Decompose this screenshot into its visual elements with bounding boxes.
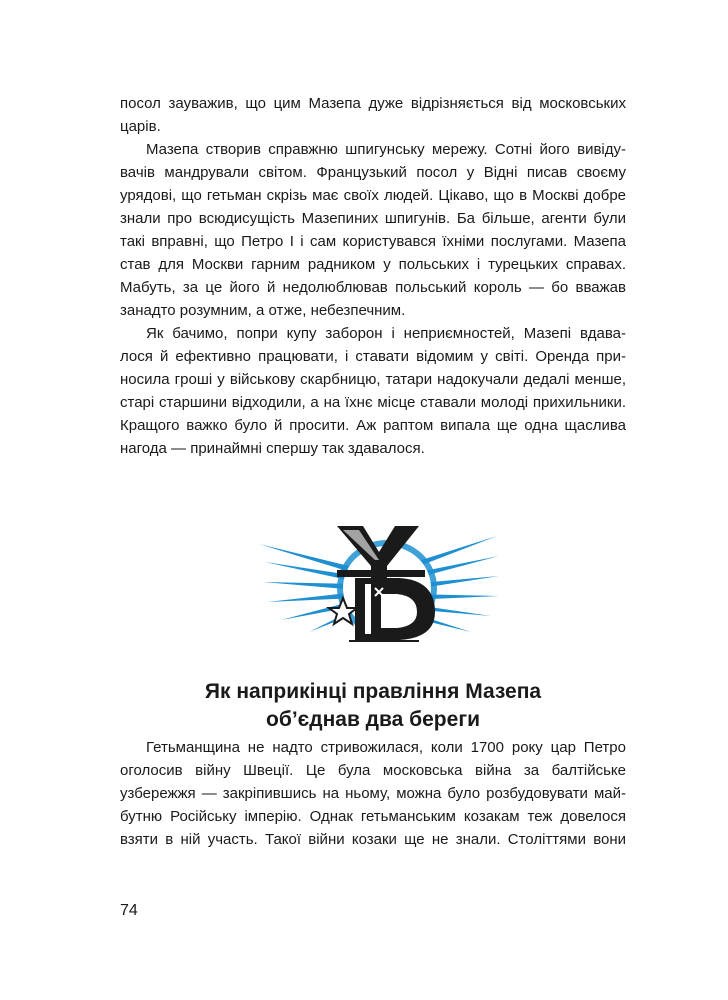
text-line: нагода — принаймні спершу так здавалося. bbox=[120, 440, 425, 457]
text-line: Кращого важко було й просити. Аж раптом випала ще одна щаслива bbox=[120, 417, 626, 434]
text-line: взяти в ній участь. Такої війни козаки ще не знали. Століттями вони bbox=[120, 831, 626, 848]
section-heading-line-2: об’єднав два береги bbox=[266, 708, 480, 731]
text-line: бутню Російську імперію. Однак гетьманським козакам теж довелося bbox=[120, 808, 626, 825]
text-line: узбережжя — закріпившись на ньому, можна було розбудовувати май- bbox=[120, 785, 626, 802]
text-line: Мабуть, за це його й недолюблював польський король — бо вважав bbox=[120, 279, 626, 296]
text-line: занадто розумним, а отже, небезпечним. bbox=[120, 302, 406, 319]
section-heading-line-1: Як наприкінці правління Мазепа bbox=[204, 680, 542, 703]
hetman-emblem-illustration bbox=[259, 512, 499, 642]
body-text-section-2 bbox=[120, 736, 626, 851]
text-line: старі старшини відходили, а на їхнє місце ставали молоді прихильники. bbox=[120, 394, 626, 411]
text-line: Гетьманщина не надто стривожилася, коли 1700 року цар Петро bbox=[146, 739, 626, 756]
text-line: вачів мандрували світом. Французький посол у Відні писав своєму bbox=[120, 164, 626, 181]
text-line: такі вправні, що Петро I і сам користувався їхніми послугами. Мазепа bbox=[120, 233, 626, 250]
text-line: Мазепа створив справжню шпигунську мережу. Сотні його вивіду- bbox=[146, 141, 626, 158]
text-line: знали про всюдисущість Мазепиних шпигунів. Ба більше, агенти були bbox=[120, 210, 626, 227]
text-line: царів. bbox=[120, 118, 161, 135]
text-line: оголосив війну Швеції. Це була московська війна за балтійське bbox=[120, 762, 626, 779]
body-text-section-1 bbox=[120, 92, 626, 460]
text-line: лося й ефективно працювати, і ставати відомим у світі. Оренда при- bbox=[120, 348, 626, 365]
section-heading bbox=[120, 678, 626, 734]
text-line: Як бачимо, попри купу заборон і неприємностей, Мазепі вдава- bbox=[146, 325, 626, 342]
text-line: урядові, що гетьман скрізь має своїх людей. Цікаво, що в Москві добре bbox=[120, 187, 626, 204]
text-line: носила гроші у військову скарбницю, татари надокучали дедалі менше, bbox=[120, 371, 626, 388]
text-line: став для Москви гарним радником у польських і турецьких справах. bbox=[120, 256, 626, 273]
text-line: посол зауважив, що цим Мазепа дуже відрізняється від московських bbox=[120, 95, 626, 112]
page-number: 74 bbox=[120, 902, 138, 919]
